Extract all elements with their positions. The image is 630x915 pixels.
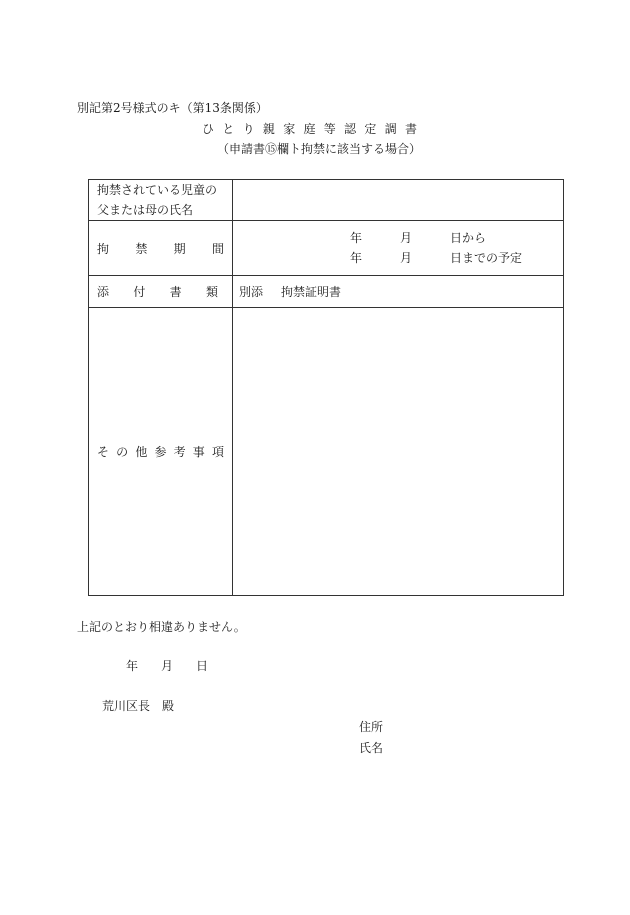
period-label-char: 拘 bbox=[97, 241, 110, 256]
remarks-label-char: そ bbox=[97, 445, 110, 459]
period-label-char: 間 bbox=[211, 241, 224, 256]
remarks-label-char: 事 bbox=[192, 445, 205, 459]
start-year-unit: 年 bbox=[350, 231, 363, 245]
attachments-field bbox=[233, 276, 564, 308]
attachment-label-char: 類 bbox=[205, 285, 218, 299]
document-subtitle: （申請書⑮欄ト拘禁に該当する場合） bbox=[217, 142, 422, 156]
attachment-label-char: 添 bbox=[97, 285, 110, 299]
remarks-label-char: 他 bbox=[135, 445, 148, 459]
period-label-char: 期 bbox=[173, 241, 186, 256]
attachment-label-char: 付 bbox=[133, 285, 146, 299]
addressee-name: 荒川区長 bbox=[102, 699, 151, 713]
remarks-label bbox=[89, 308, 233, 596]
remarks-label-char: 考 bbox=[173, 445, 186, 459]
attachments-row bbox=[89, 276, 564, 308]
addressee-honorific: 殿 bbox=[162, 699, 175, 713]
declaration-text: 上記のとおり相違ありません。 bbox=[77, 620, 246, 634]
period-label-char: 禁 bbox=[135, 241, 148, 256]
parent-name-field[interactable] bbox=[233, 180, 564, 221]
parent-name-row bbox=[89, 180, 564, 221]
date-line bbox=[126, 660, 208, 672]
parent-name-label-line2: 父または母の氏名 bbox=[97, 203, 194, 217]
document-title: ひとり親家庭等認定調書 bbox=[202, 122, 426, 136]
date-year-unit: 年 bbox=[126, 659, 139, 673]
name-label: 氏名 bbox=[359, 741, 384, 755]
addressee bbox=[102, 700, 174, 712]
detention-period-row bbox=[89, 221, 564, 276]
detention-period-label bbox=[89, 221, 233, 276]
remarks-label-char: の bbox=[116, 445, 129, 459]
attachments-label bbox=[89, 276, 233, 308]
attachment-prefix: 別添 bbox=[239, 285, 264, 299]
date-day-unit: 日 bbox=[196, 659, 209, 673]
parent-name-label-cell bbox=[89, 180, 233, 221]
remarks-label-char: 項 bbox=[211, 445, 224, 459]
start-month-unit: 月 bbox=[400, 231, 413, 245]
end-month-unit: 月 bbox=[400, 251, 413, 265]
start-day-suffix: 日から bbox=[450, 231, 487, 245]
remarks-label-char: 参 bbox=[154, 445, 167, 459]
parent-name-label-line1: 拘禁されている児童の bbox=[97, 183, 218, 197]
date-month-unit: 月 bbox=[161, 659, 174, 673]
remarks-row bbox=[89, 308, 564, 596]
certification-form-table bbox=[88, 179, 564, 596]
address-label: 住所 bbox=[359, 720, 384, 734]
remarks-field[interactable] bbox=[233, 308, 564, 596]
attachment-document: 拘禁証明書 bbox=[281, 285, 342, 299]
end-day-suffix: 日までの予定 bbox=[450, 251, 523, 265]
end-year-unit: 年 bbox=[350, 251, 363, 265]
attachment-label-char: 書 bbox=[169, 285, 182, 299]
form-number-label: 別記第2号様式のキ（第13条関係） bbox=[77, 101, 268, 115]
detention-period-field[interactable] bbox=[233, 221, 564, 276]
